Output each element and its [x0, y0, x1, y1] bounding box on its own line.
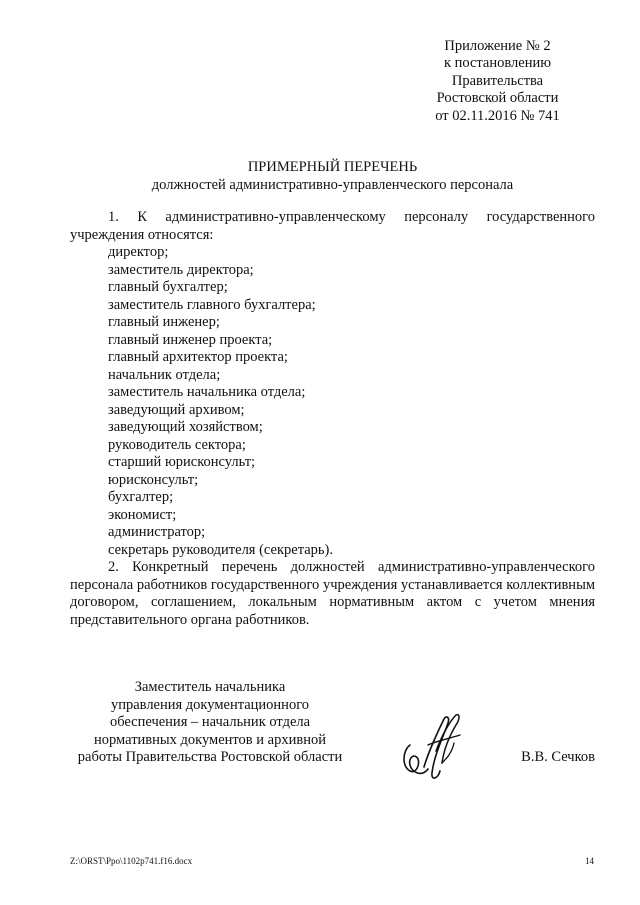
signatory-title-line: работы Правительства Ростовской области: [77, 749, 343, 765]
list-item: экономист;: [108, 506, 177, 523]
signatory-title-line: Заместитель начальника: [134, 679, 286, 695]
list-item: заместитель начальника отдела;: [108, 384, 306, 400]
list-item: заместитель директора;: [108, 261, 254, 278]
footer-file-path: Z:\ORST\Ppo\1102p741.f16.docx: [70, 856, 193, 866]
list-item: администратор;: [108, 524, 206, 540]
appendix-line: Приложение № 2: [444, 38, 551, 54]
document-title-block: [70, 159, 595, 194]
list-item: директор;: [108, 244, 169, 260]
list-item: старший юрисконсульт;: [108, 454, 256, 470]
appendix-line: к постановлению: [443, 55, 552, 72]
section-1-intro: 1. К административно-управленческому персоналу государственного учреждения относятся:: [70, 209, 595, 243]
appendix-line: от 02.11.2016 № 741: [435, 107, 560, 124]
signatory-title-line: управления документационного: [110, 696, 310, 713]
position-list: [70, 244, 595, 559]
document-title: ПРИМЕРНЫЙ ПЕРЕЧЕНЬ: [247, 159, 418, 175]
appendix-header: [400, 38, 595, 125]
list-item: главный инженер проекта;: [108, 331, 273, 348]
signatory-title: [70, 679, 350, 767]
list-item: главный архитектор проекта;: [108, 349, 288, 365]
list-item: главный инженер;: [108, 314, 220, 330]
list-item: заведующий архивом;: [108, 401, 245, 418]
list-item: заместитель главного бухгалтера;: [108, 296, 316, 313]
list-item: бухгалтер;: [108, 489, 174, 505]
list-item: юрисконсульт;: [108, 471, 199, 488]
page-number: 14: [585, 856, 594, 866]
appendix-line: Правительства: [451, 72, 544, 89]
document-subtitle: должностей административно-управленческого персонала: [151, 176, 514, 193]
list-item: секретарь руководителя (секретарь).: [108, 541, 333, 558]
list-item: главный бухгалтер;: [108, 279, 228, 295]
list-item: начальник отдела;: [108, 366, 221, 383]
signatory-name: В.В. Сечков: [521, 749, 595, 765]
list-item: заведующий хозяйством;: [108, 419, 263, 435]
document-body: [70, 209, 595, 629]
section-2-text: 2. Конкретный перечень должностей административно-управленческого персонала работников государственного учреждения устанавливается коллективным договором, соглашением, локальным нормативным актом с учетом мнения представительного органа работников.: [70, 559, 595, 628]
signatory-title-line: обеспечения – начальник отдела: [109, 714, 311, 730]
signatory-title-line: нормативных документов и архивной: [94, 731, 326, 748]
list-item: руководитель сектора;: [108, 436, 246, 453]
appendix-line: Ростовской области: [436, 90, 559, 107]
handwritten-signature: [398, 705, 468, 785]
